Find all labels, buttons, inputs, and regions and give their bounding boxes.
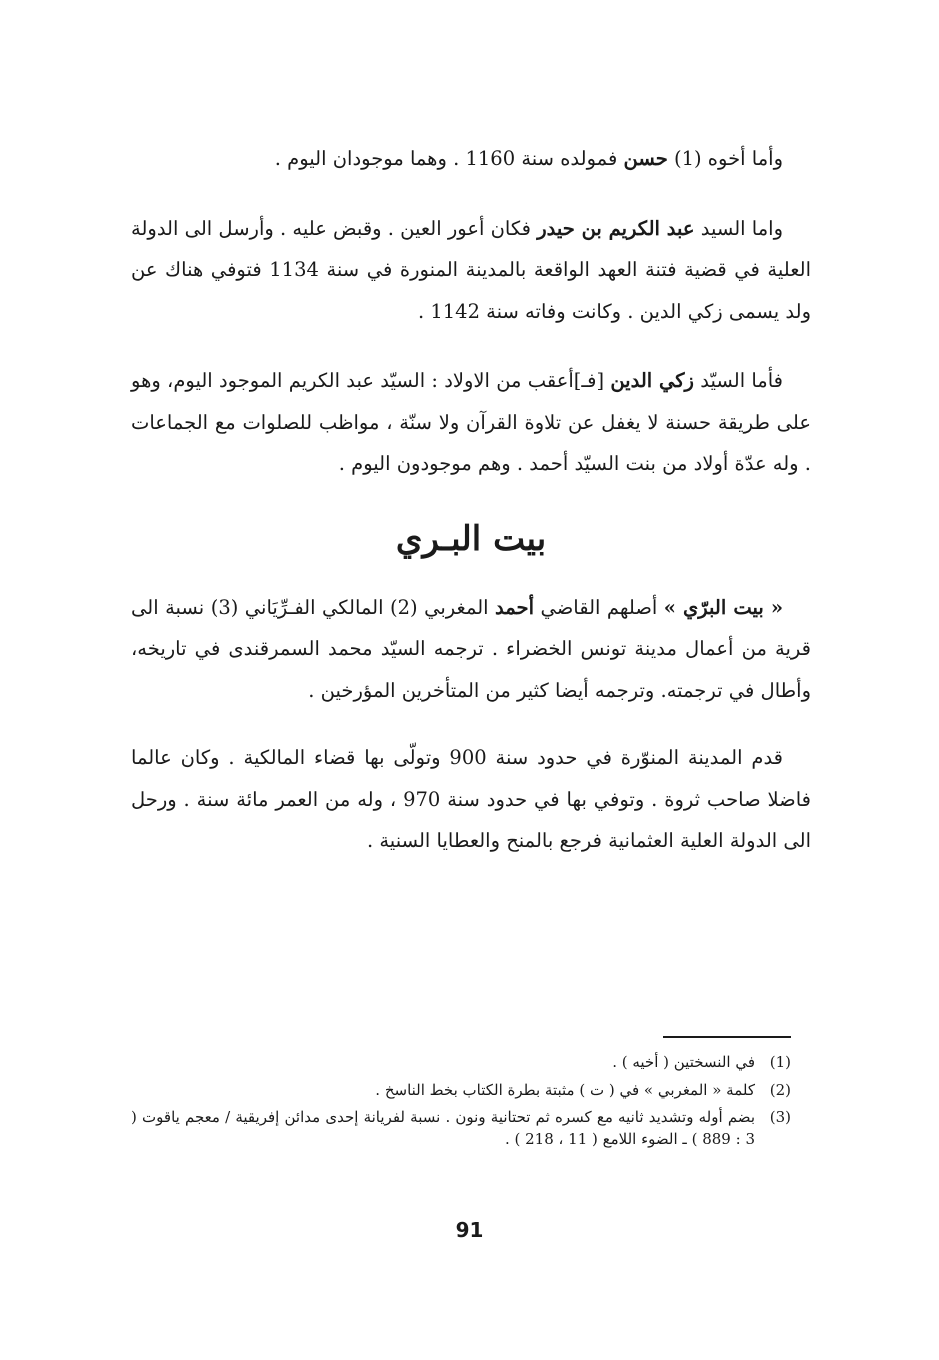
footnote-number: (3) xyxy=(769,1108,791,1126)
paragraph-2-text-a: واما السيد xyxy=(694,216,784,240)
house-name: « بيت البرّي » xyxy=(663,595,784,619)
name-hasan: حسن xyxy=(623,147,668,170)
paragraph-2 xyxy=(131,208,811,333)
name-abd-al-karim: عبد الكريم بن حيدر xyxy=(537,216,695,240)
paragraph-5-text: قدم المدينة المنوّرة في حدود سنة 900 وتولّى بها قضاء المالكية . وكان عالما فاضلا صاحب ثروة . وتوفي بها في حدود سنة 970 ، وله من العمر مائة سنة . ورحل الى الدولة العلية العثمانية فرجع بالمنح والعطايا السنية . xyxy=(131,746,811,852)
paragraph-2-text-b: فكان أعور العين . وقبض عليه . وأرسل الى الدولة العلية في قضية فتنة العهد الواقعة بالمدينة المنورة في سنة 1134 فتوفي هناك عن ولد يسمى زكي الدين . وكانت وفاته سنة 1142 . xyxy=(131,216,811,323)
paragraph-1-text-b: فمولده سنة 1160 . وهما موجودان اليوم . xyxy=(274,147,624,170)
paragraph-5 xyxy=(131,737,811,862)
footnote-text: كلمة « المغربي » في ( ت ) مثبتة بطرة الكتاب بخط الناسخ . xyxy=(375,1080,755,1099)
paragraph-4 xyxy=(131,587,811,712)
paragraph-1 xyxy=(131,138,811,180)
footnote-3 xyxy=(131,1107,791,1150)
paragraph-4-text-b: المغربي (2) المالكي الفـرِّيَاني (3) نسبة الى قرية من أعمال مدينة تونس الخضراء . ترجمه السيّد محمد السمرقندى في تاريخه، وأطال في ترجمته. وترجمه أيضا كثير من المتأخرين المؤرخين . xyxy=(131,595,811,702)
footnote-number: (2) xyxy=(769,1080,791,1099)
paragraph-3-text-b: [فـ]أعقب من الاولاد : السيّد عبد الكريم الموجود اليوم، وهو على طريقة حسنة لا يغفل عن تلاوة القرآن ولا سنّة ، مواظب للصلوات مع الجماعات . وله عدّة أولاد من بنت السيّد أحمد . وهم موجودون اليوم . xyxy=(131,369,811,475)
paragraph-3-text-a: فأما السيّد xyxy=(693,369,784,392)
footnote-text: بضم أوله وتشديد ثانيه مع كسره ثم تحتانية ونون . نسبة لفريانة إحدى مدائن إفريقية / معجم ياقوت ( 3 : 889 ) ـ الضوء اللامع ( 11 ، 218 ) . xyxy=(131,1108,755,1148)
footnote-2 xyxy=(131,1080,791,1102)
page-body xyxy=(131,138,811,862)
name-ahmad: أحمد xyxy=(495,595,535,619)
footnote-1 xyxy=(131,1052,791,1074)
footnote-number: (1) xyxy=(769,1053,791,1071)
name-zaki-al-din: زكي الدين xyxy=(610,369,694,392)
footnotes xyxy=(131,1030,791,1156)
section-title: بيت البـري xyxy=(395,518,547,559)
paragraph-4-text-a: أصلهم القاضي xyxy=(534,595,664,619)
page-number: 91 xyxy=(455,1218,484,1242)
footnote-text: في النسختين ( أخيه ) . xyxy=(612,1053,755,1071)
paragraph-3 xyxy=(131,360,811,485)
paragraph-1-text-a: وأما أخوه (1) xyxy=(667,147,783,170)
